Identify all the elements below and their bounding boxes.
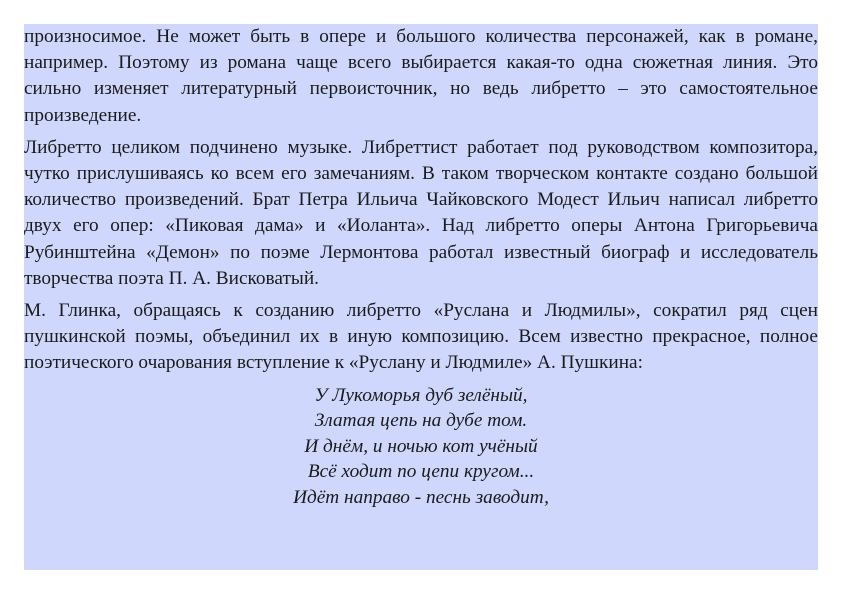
- poem-line: Всё ходит по цепи кругом...: [307, 461, 535, 483]
- poem-line: И днём, и ночью кот учёный: [304, 435, 538, 457]
- paragraph-libretto-music: Либретто целиком подчинено музыке. Либреттист работает под руководством композитора, чутко прислушиваясь ко всем его замечаниям. В таком творческом контакте создано большой количество произведений. Брат Петра Ильича Чайковского Модест Ильич написал либретто двух его опер: «Пиковая дама» и «Иоланта». Над либретто оперы Антона Григорьевича Рубинштейна «Демон» по поэме Лермонтова работал известный биограф и исследователь творчества поэта П. А. Висковатый.: [24, 136, 818, 289]
- paragraph-glinka: М. Глинка, обращаясь к созданию либретто «Руслана и Людмилы», сократил ряд сцен пушкинской поэмы, объединил их в иную композицию. Всем известно прекрасное, полное поэтического очарования вступление к «Руслану и Людмиле» А. Пушкина:: [24, 300, 818, 374]
- text-slide: [24, 24, 818, 570]
- poem-line: Златая цепь на дубе том.: [314, 410, 528, 432]
- poem-line: Идёт направо - песнь заводит,: [293, 487, 549, 509]
- paragraph-opera-characters: произносимое. Не может быть в опере и большого количества персонажей, как в романе, например. Поэтому из романа чаще всего выбирается какая-то одна сюжетная линия. Это сильно изменяет литературный первоисточник, но ведь либретто – это самостоятельное произведение.: [24, 26, 818, 126]
- poem-excerpt: [24, 383, 818, 511]
- poem-line: У Лукоморья дуб зелёный,: [314, 384, 528, 406]
